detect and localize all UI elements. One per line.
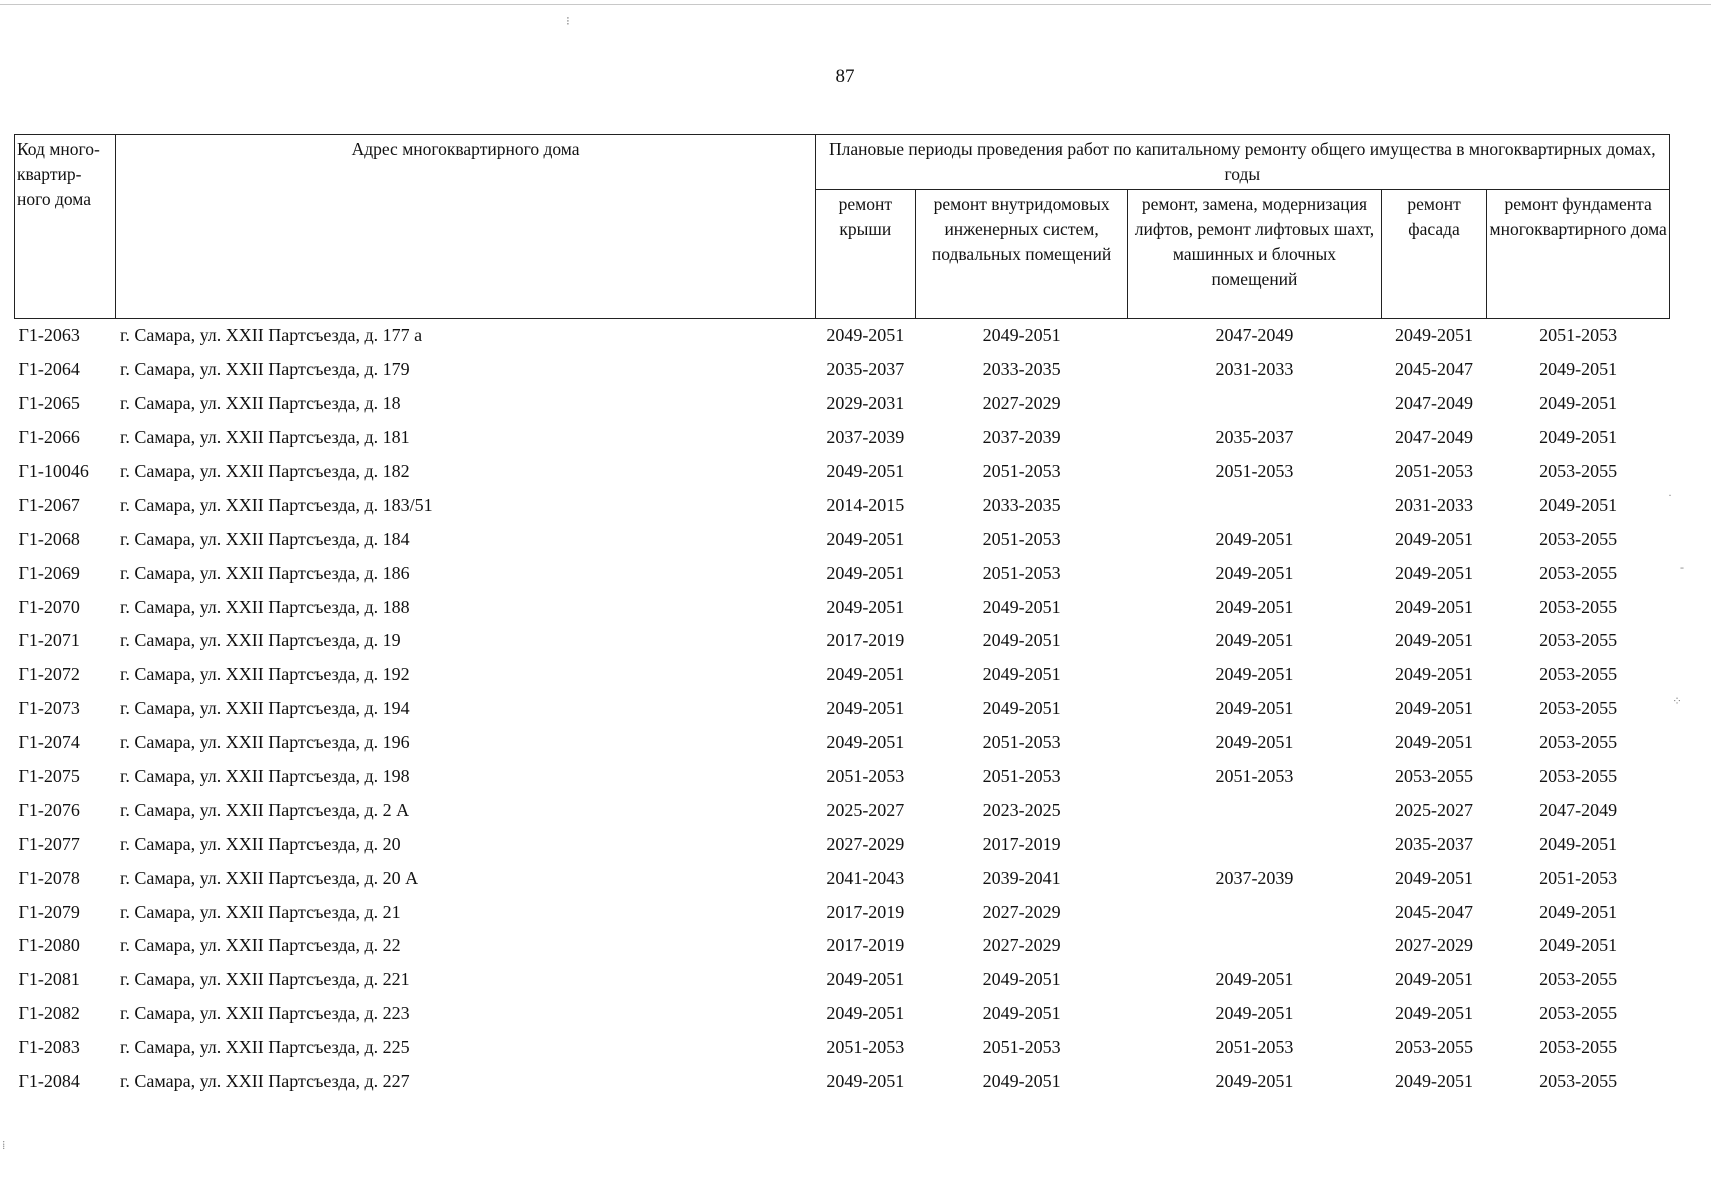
- cell-address: г. Самара, ул. XXII Партсъезда, д. 184: [119, 528, 410, 549]
- cell-code: Г1-2065: [18, 393, 80, 414]
- cell-facade: 2049-2051: [1395, 1003, 1474, 1024]
- cell-lifts: 2051-2053: [1215, 1037, 1294, 1058]
- cell-code: Г1-2078: [18, 867, 80, 888]
- cell-engineering: 2049-2051: [982, 1003, 1061, 1024]
- cell-code: Г1-2072: [18, 664, 80, 685]
- cell-code: Г1-2083: [18, 1037, 80, 1058]
- cell-facade: 2049-2051: [1395, 562, 1474, 583]
- cell-facade: 2045-2047: [1395, 359, 1474, 380]
- cell-code: Г1-2069: [18, 562, 80, 583]
- cell-lifts: 2035-2037: [1215, 427, 1294, 448]
- cell-lifts: [1128, 827, 1382, 861]
- cell-engineering: 2027-2029: [982, 935, 1061, 956]
- cell-address: г. Самара, ул. XXII Партсъезда, д. 196: [119, 732, 410, 753]
- table-row: [15, 522, 1670, 556]
- cell-facade: 2049-2051: [1395, 325, 1474, 346]
- cell-roof: 2049-2051: [826, 562, 905, 583]
- cell-lifts: [1128, 387, 1382, 421]
- table-row: [15, 556, 1670, 590]
- cell-engineering: 2051-2053: [982, 461, 1061, 481]
- table-row: [15, 658, 1670, 692]
- cell-engineering: 2049-2051: [982, 1071, 1061, 1092]
- cell-lifts: [1128, 793, 1382, 827]
- table-row: [15, 861, 1670, 895]
- cell-roof: 2051-2053: [826, 1037, 905, 1058]
- cell-facade: 2053-2055: [1395, 1037, 1474, 1058]
- cell-foundation: 2053-2055: [1539, 664, 1618, 685]
- cell-engineering: 2017-2019: [982, 833, 1061, 854]
- cell-code: Г1-2070: [18, 596, 80, 617]
- cell-facade: 2025-2027: [1395, 799, 1474, 820]
- cell-address: г. Самара, ул. XXII Партсъезда, д. 179: [119, 359, 410, 380]
- cell-facade: 2049-2051: [1395, 867, 1474, 888]
- header-roof: ремонт крыши: [815, 190, 915, 319]
- cell-foundation: 2053-2055: [1539, 1071, 1618, 1092]
- cell-engineering: 2051-2053: [982, 528, 1061, 549]
- cell-facade: 2035-2037: [1395, 833, 1474, 854]
- table-row: [15, 590, 1670, 624]
- cell-lifts: 2049-2051: [1215, 969, 1294, 990]
- cell-address: г. Самара, ул. XXII Партсъезда, д. 182: [119, 461, 410, 481]
- header-address: Адрес многоквартирного дома: [116, 135, 815, 319]
- cell-engineering: 2049-2051: [982, 698, 1061, 719]
- cell-roof: 2049-2051: [826, 596, 905, 617]
- cell-code: Г1-2073: [18, 698, 80, 719]
- cell-foundation: 2049-2051: [1539, 833, 1618, 854]
- scan-speck: ·: [1668, 488, 1672, 502]
- table-row: [15, 895, 1670, 929]
- cell-foundation: 2049-2051: [1539, 393, 1618, 414]
- cell-foundation: 2053-2055: [1539, 732, 1618, 753]
- cell-facade: 2049-2051: [1395, 969, 1474, 990]
- cell-facade: 2049-2051: [1395, 528, 1474, 549]
- cell-lifts: 2049-2051: [1215, 1003, 1294, 1024]
- cell-foundation: 2053-2055: [1539, 461, 1618, 481]
- cell-roof: 2049-2051: [826, 969, 905, 990]
- cell-lifts: 2047-2049: [1215, 325, 1294, 346]
- cell-address: г. Самара, ул. XXII Партсъезда, д. 188: [119, 596, 410, 617]
- cell-address: г. Самара, ул. XXII Партсъезда, д. 22: [119, 935, 401, 956]
- cell-facade: 2045-2047: [1395, 901, 1474, 922]
- cell-facade: 2049-2051: [1395, 1071, 1474, 1092]
- cell-foundation: 2049-2051: [1539, 901, 1618, 922]
- cell-code: Г1-2084: [18, 1071, 80, 1092]
- table-row: [15, 455, 1670, 489]
- cell-roof: 2049-2051: [826, 528, 905, 549]
- header-periods: Плановые периоды проведения работ по капитальному ремонту общего имущества в многоквартирных домах, годы: [815, 135, 1669, 190]
- cell-address: г. Самара, ул. XXII Партсъезда, д. 221: [119, 969, 410, 990]
- scan-speck: -: [1680, 560, 1684, 574]
- cell-foundation: 2049-2051: [1539, 359, 1618, 380]
- capital-repair-table: [14, 134, 1670, 1098]
- cell-lifts: [1128, 488, 1382, 522]
- page-number: 87: [835, 66, 855, 87]
- cell-engineering: 2037-2039: [982, 427, 1061, 448]
- cell-foundation: 2053-2055: [1539, 698, 1618, 719]
- cell-roof: 2029-2031: [826, 393, 905, 414]
- cell-lifts: 2051-2053: [1215, 461, 1294, 481]
- header-code: Код много-квартир-ного дома: [15, 135, 116, 319]
- cell-engineering: 2051-2053: [982, 732, 1061, 753]
- cell-engineering: 2027-2029: [982, 393, 1061, 414]
- cell-roof: 2041-2043: [826, 867, 905, 888]
- cell-lifts: 2031-2033: [1215, 359, 1294, 380]
- cell-address: г. Самара, ул. XXII Партсъезда, д. 2 А: [119, 799, 410, 820]
- scan-speck: ⁘: [1672, 694, 1683, 708]
- cell-lifts: 2049-2051: [1215, 664, 1294, 685]
- cell-lifts: 2049-2051: [1215, 1071, 1294, 1092]
- cell-code: Г1-2082: [18, 1003, 80, 1024]
- cell-engineering: 2027-2029: [982, 901, 1061, 922]
- cell-lifts: 2049-2051: [1215, 732, 1294, 753]
- cell-roof: 2049-2051: [826, 1071, 905, 1092]
- cell-roof: 2049-2051: [826, 664, 905, 685]
- cell-engineering: 2033-2035: [982, 494, 1061, 515]
- cell-code: Г1-2075: [18, 766, 80, 787]
- cell-engineering: 2051-2053: [982, 562, 1061, 583]
- cell-roof: 2035-2037: [826, 359, 905, 380]
- cell-facade: 2049-2051: [1395, 732, 1474, 753]
- cell-foundation: 2051-2053: [1539, 325, 1618, 346]
- scan-speck: ⁞: [2, 1138, 6, 1152]
- cell-engineering: 2049-2051: [982, 596, 1061, 617]
- cell-lifts: 2037-2039: [1215, 867, 1294, 888]
- cell-lifts: 2049-2051: [1215, 528, 1294, 549]
- cell-address: г. Самара, ул. XXII Партсъезда, д. 20 А: [119, 867, 419, 888]
- table-row: [15, 726, 1670, 760]
- cell-code: Г1-2081: [18, 969, 80, 990]
- cell-foundation: 2051-2053: [1539, 867, 1618, 888]
- cell-facade: 2051-2053: [1395, 461, 1474, 481]
- cell-engineering: 2049-2051: [982, 325, 1061, 346]
- cell-engineering: 2023-2025: [982, 799, 1061, 820]
- cell-code: Г1-2067: [18, 494, 80, 515]
- cell-code: Г1-10046: [18, 461, 89, 481]
- cell-foundation: 2049-2051: [1539, 427, 1618, 448]
- cell-foundation: 2047-2049: [1539, 799, 1618, 820]
- cell-address: г. Самара, ул. XXII Партсъезда, д. 19: [119, 630, 401, 651]
- table-row: [15, 387, 1670, 421]
- cell-lifts: [1128, 895, 1382, 929]
- cell-lifts: [1128, 929, 1382, 963]
- cell-roof: 2037-2039: [826, 427, 905, 448]
- cell-foundation: 2049-2051: [1539, 494, 1618, 515]
- cell-engineering: 2033-2035: [982, 359, 1061, 380]
- table-row: [15, 760, 1670, 794]
- cell-roof: 2049-2051: [826, 461, 905, 481]
- table-row: [15, 1031, 1670, 1065]
- table-row: [15, 488, 1670, 522]
- cell-facade: 2049-2051: [1395, 596, 1474, 617]
- cell-facade: 2053-2055: [1395, 766, 1474, 787]
- header-lifts: ремонт, замена, модернизация лифтов, ремонт лифтовых шахт, машинных и блочных помещений: [1128, 190, 1382, 319]
- cell-address: г. Самара, ул. XXII Партсъезда, д. 225: [119, 1037, 410, 1058]
- cell-address: г. Самара, ул. XXII Партсъезда, д. 183/51: [119, 494, 433, 515]
- cell-code: Г1-2080: [18, 935, 80, 956]
- cell-lifts: 2049-2051: [1215, 698, 1294, 719]
- cell-facade: 2049-2051: [1395, 698, 1474, 719]
- cell-code: Г1-2071: [18, 630, 80, 651]
- cell-address: г. Самара, ул. XXII Партсъезда, д. 186: [119, 562, 410, 583]
- cell-address: г. Самара, ул. XXII Партсъезда, д. 198: [119, 766, 410, 787]
- cell-foundation: 2053-2055: [1539, 1037, 1618, 1058]
- table-body: [15, 319, 1670, 1099]
- cell-code: Г1-2077: [18, 833, 80, 854]
- table-row: [15, 793, 1670, 827]
- cell-foundation: 2053-2055: [1539, 562, 1618, 583]
- cell-facade: 2049-2051: [1395, 664, 1474, 685]
- cell-address: г. Самара, ул. XXII Партсъезда, д. 177 а: [119, 325, 423, 346]
- cell-code: Г1-2074: [18, 732, 80, 753]
- cell-facade: 2049-2051: [1395, 630, 1474, 651]
- header-engineering: ремонт внутридомовых инженерных систем, подвальных помещений: [916, 190, 1128, 319]
- table-row: [15, 997, 1670, 1031]
- cell-roof: 2017-2019: [826, 901, 905, 922]
- cell-roof: 2014-2015: [826, 494, 905, 515]
- cell-address: г. Самара, ул. XXII Партсъезда, д. 192: [119, 664, 410, 685]
- cell-foundation: 2053-2055: [1539, 766, 1618, 787]
- cell-foundation: 2053-2055: [1539, 630, 1618, 651]
- table-row: [15, 353, 1670, 387]
- cell-engineering: 2049-2051: [982, 969, 1061, 990]
- cell-facade: 2027-2029: [1395, 935, 1474, 956]
- cell-address: г. Самара, ул. XXII Партсъезда, д. 194: [119, 698, 410, 719]
- cell-address: г. Самара, ул. XXII Партсъезда, д. 20: [119, 833, 401, 854]
- cell-engineering: 2049-2051: [982, 664, 1061, 685]
- header-facade: ремонт фасада: [1381, 190, 1487, 319]
- table-row: [15, 319, 1670, 353]
- table-row: [15, 1065, 1670, 1099]
- cell-address: г. Самара, ул. XXII Партсъезда, д. 227: [119, 1071, 410, 1092]
- table-row: [15, 929, 1670, 963]
- scan-speck: ⁝: [566, 14, 570, 28]
- cell-roof: 2051-2053: [826, 766, 905, 787]
- cell-lifts: 2049-2051: [1215, 630, 1294, 651]
- cell-foundation: 2053-2055: [1539, 1003, 1618, 1024]
- cell-address: г. Самара, ул. XXII Партсъезда, д. 181: [119, 427, 410, 448]
- cell-engineering: 2049-2051: [982, 630, 1061, 651]
- table-row: [15, 692, 1670, 726]
- cell-code: Г1-2064: [18, 359, 80, 380]
- cell-roof: 2017-2019: [826, 630, 905, 651]
- cell-foundation: 2053-2055: [1539, 969, 1618, 990]
- cell-lifts: 2049-2051: [1215, 596, 1294, 617]
- cell-lifts: 2049-2051: [1215, 562, 1294, 583]
- cell-code: Г1-2076: [18, 799, 80, 820]
- cell-engineering: 2039-2041: [982, 867, 1061, 888]
- cell-facade: 2047-2049: [1395, 393, 1474, 414]
- cell-code: Г1-2063: [18, 325, 80, 346]
- cell-facade: 2031-2033: [1395, 494, 1474, 515]
- cell-roof: 2049-2051: [826, 698, 905, 719]
- header-foundation: ремонт фундамента многоквартирного дома: [1487, 190, 1670, 319]
- cell-address: г. Самара, ул. XXII Партсъезда, д. 21: [119, 901, 401, 922]
- cell-roof: 2017-2019: [826, 935, 905, 956]
- cell-address: г. Самара, ул. XXII Партсъезда, д. 18: [119, 393, 401, 414]
- cell-foundation: 2053-2055: [1539, 528, 1618, 549]
- table-row: [15, 624, 1670, 658]
- cell-foundation: 2049-2051: [1539, 935, 1618, 956]
- cell-foundation: 2053-2055: [1539, 596, 1618, 617]
- cell-lifts: 2051-2053: [1215, 766, 1294, 787]
- cell-facade: 2047-2049: [1395, 427, 1474, 448]
- cell-code: Г1-2068: [18, 528, 80, 549]
- cell-address: г. Самара, ул. XXII Партсъезда, д. 223: [119, 1003, 410, 1024]
- cell-engineering: 2051-2053: [982, 766, 1061, 787]
- table-row: [15, 827, 1670, 861]
- cell-engineering: 2051-2053: [982, 1037, 1061, 1058]
- cell-code: Г1-2066: [18, 427, 80, 448]
- cell-roof: 2025-2027: [826, 799, 905, 820]
- cell-roof: 2027-2029: [826, 833, 905, 854]
- table-row: [15, 963, 1670, 997]
- scan-border-line: [0, 4, 1711, 5]
- table-row: [15, 421, 1670, 455]
- table-header: [15, 135, 1670, 319]
- cell-code: Г1-2079: [18, 901, 80, 922]
- cell-roof: 2049-2051: [826, 1003, 905, 1024]
- cell-roof: 2049-2051: [826, 325, 905, 346]
- cell-roof: 2049-2051: [826, 732, 905, 753]
